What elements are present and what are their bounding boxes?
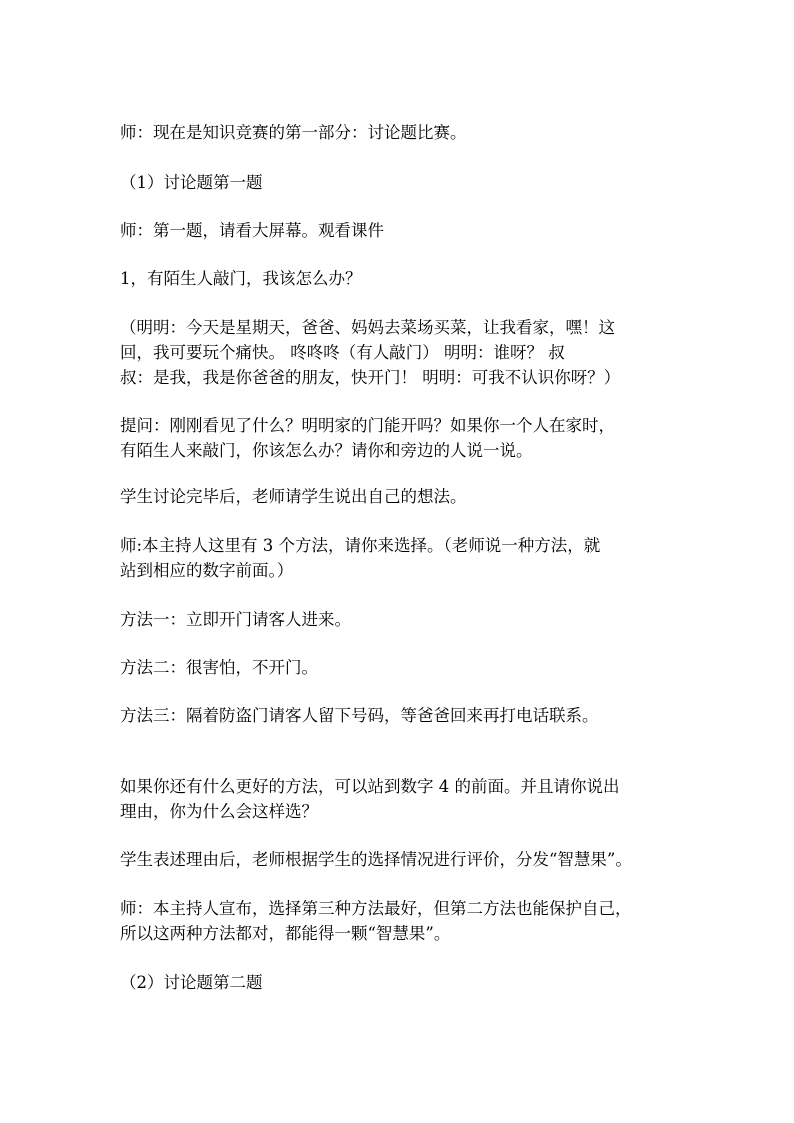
methods-intro-line-1: 师:本主持人这里有 3 个方法，请你来选择。（老师说一种方法，就	[120, 536, 601, 555]
story-line-3: 叔：是我，我是你爸爸的朋友，快开门！ 明明：可我不认识你呀？）	[120, 368, 621, 387]
discussion-line: 学生讨论完毕后，老师请学生说出自己的想法。	[120, 487, 467, 506]
section-heading-1: （1）讨论题第一题	[120, 173, 263, 192]
teacher-intro-line: 师：现在是知识竞赛的第一部分：讨论题比赛。	[120, 123, 467, 142]
announcement-line-1: 师：本主持人宣布，选择第三种方法最好，但第二方法也能保护自己，	[120, 899, 632, 918]
prompt-line-1: 提问：刚刚看见了什么？明明家的门能开吗？如果你一个人在家时，	[120, 416, 615, 435]
question-1: 1，有陌生人敲门，我该怎么办？	[120, 269, 362, 288]
better-method-line-1: 如果你还有什么更好的方法，可以站到数字 4 的前面。并且请你说出	[120, 777, 620, 796]
section-heading-2: （2）讨论题第二题	[120, 973, 263, 992]
method-three: 方法三：隔着防盗门请客人留下号码，等爸爸回来再打电话联系。	[120, 706, 599, 725]
methods-intro-line-2: 站到相应的数字前面。）	[120, 561, 294, 580]
announcement-line-2: 所以这两种方法都对，都能得一颗“智慧果”。	[120, 924, 451, 943]
better-method-line-2: 理由，你为什么会这样选？	[120, 802, 318, 821]
story-line-2: 回，我可要玩个痛快。 咚咚咚（有人敲门） 明明：谁呀？ 叔	[120, 343, 565, 362]
method-two: 方法二：很害怕，不开门。	[120, 658, 318, 677]
teacher-instruction-line: 师：第一题，请看大屏幕。观看课件	[120, 221, 384, 240]
evaluation-line: 学生表述理由后，老师根据学生的选择情况进行评价，分发“智慧果”。	[120, 850, 632, 869]
method-one: 方法一：立即开门请客人进来。	[120, 610, 351, 629]
story-line-1: （明明：今天是星期天，爸爸、妈妈去菜场买菜，让我看家，嘿！这	[120, 318, 615, 337]
prompt-line-2: 有陌生人来敲门，你该怎么办？请你和旁边的人说一说。	[120, 441, 533, 460]
